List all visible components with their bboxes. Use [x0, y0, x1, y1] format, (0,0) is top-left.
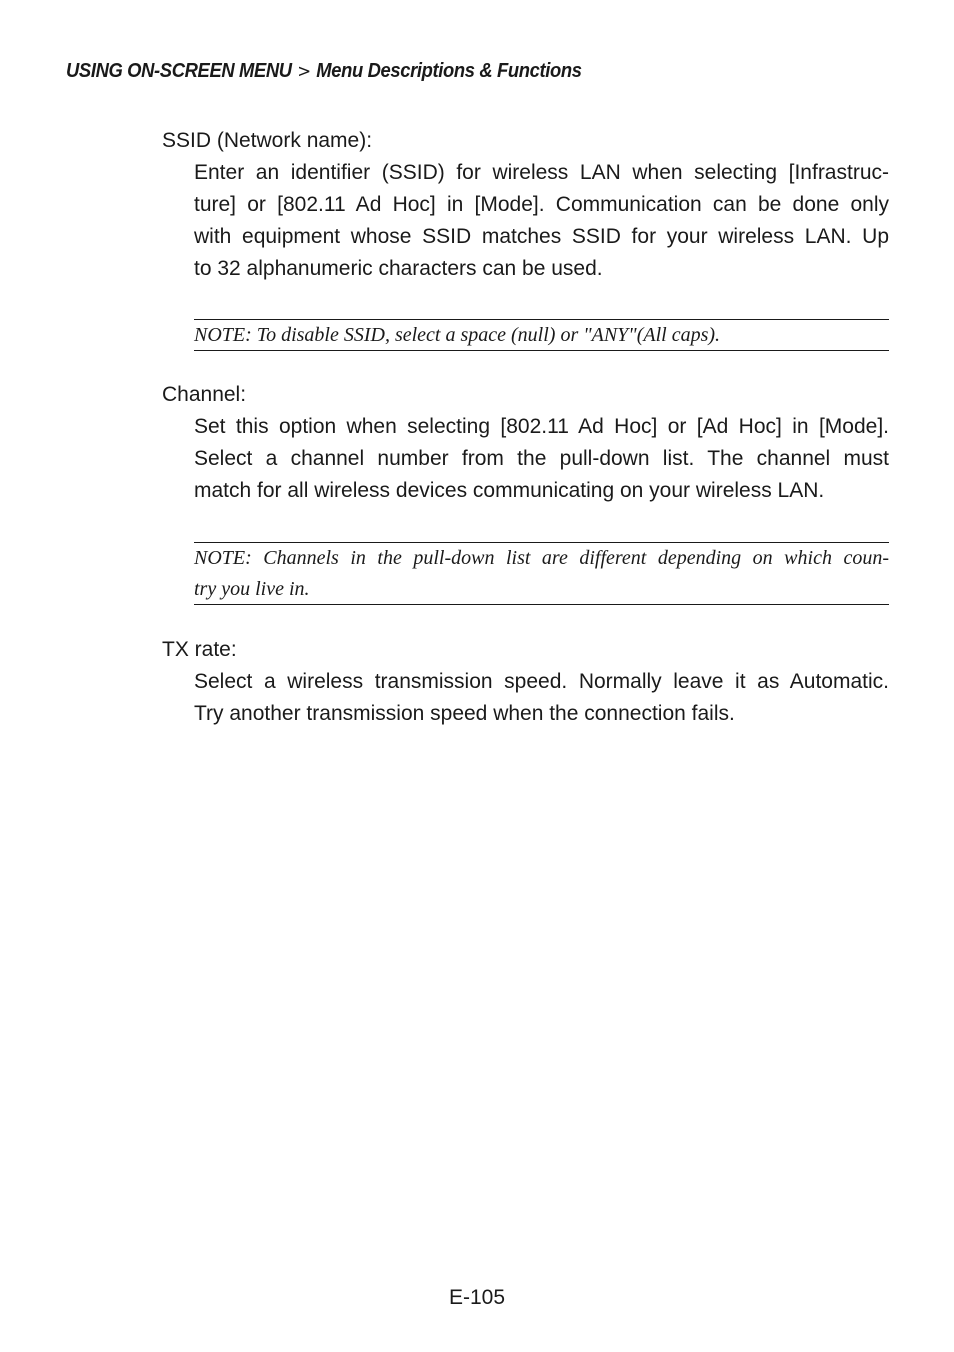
header-subsection: Menu Descriptions & Functions	[316, 60, 582, 82]
tx-rate-title: TX rate:	[162, 638, 237, 661]
channel-line-3: match for all wireless devices communicating on your wireless LAN.	[194, 479, 825, 502]
tx-rate-description	[194, 666, 889, 730]
tx-rate-line-1: Select a wireless transmission speed. Normally leave it as Automatic.	[194, 670, 889, 693]
channel-line-1: Set this option when selecting [802.11 Ad Hoc] or [Ad Hoc] in [Mode].	[194, 415, 889, 438]
ssid-note-text: NOTE: To disable SSID, select a space (null) or "ANY"(All caps).	[194, 324, 721, 346]
ssid-line-2: ture] or [802.11 Ad Hoc] in [Mode]. Communication can be done only	[194, 193, 889, 216]
running-header	[66, 60, 582, 83]
channel-title: Channel:	[162, 383, 247, 406]
tx-rate-line-2: Try another transmission speed when the connection fails.	[194, 702, 735, 725]
channel-note-line-2: try you live in.	[194, 578, 310, 600]
header-separator: >	[297, 61, 311, 82]
ssid-line-3: with equipment whose SSID matches SSID for your wireless LAN. Up	[194, 225, 889, 248]
ssid-title: SSID (Network name):	[162, 129, 373, 152]
channel-line-2: Select a channel number from the pull-down list. The channel must	[194, 447, 889, 470]
ssid-line-1: Enter an identifier (SSID) for wireless LAN when selecting [Infrastruc-	[194, 161, 889, 184]
channel-description	[194, 411, 889, 507]
page-number: E-105	[448, 1286, 506, 1309]
channel-note	[194, 542, 889, 605]
ssid-note	[194, 319, 889, 351]
header-section: USING ON-SCREEN MENU	[66, 60, 292, 82]
channel-note-line-1: NOTE: Channels in the pull-down list are different depending on which coun-	[194, 547, 889, 569]
ssid-line-4: to 32 alphanumeric characters can be used.	[194, 257, 603, 280]
ssid-description	[194, 157, 889, 285]
